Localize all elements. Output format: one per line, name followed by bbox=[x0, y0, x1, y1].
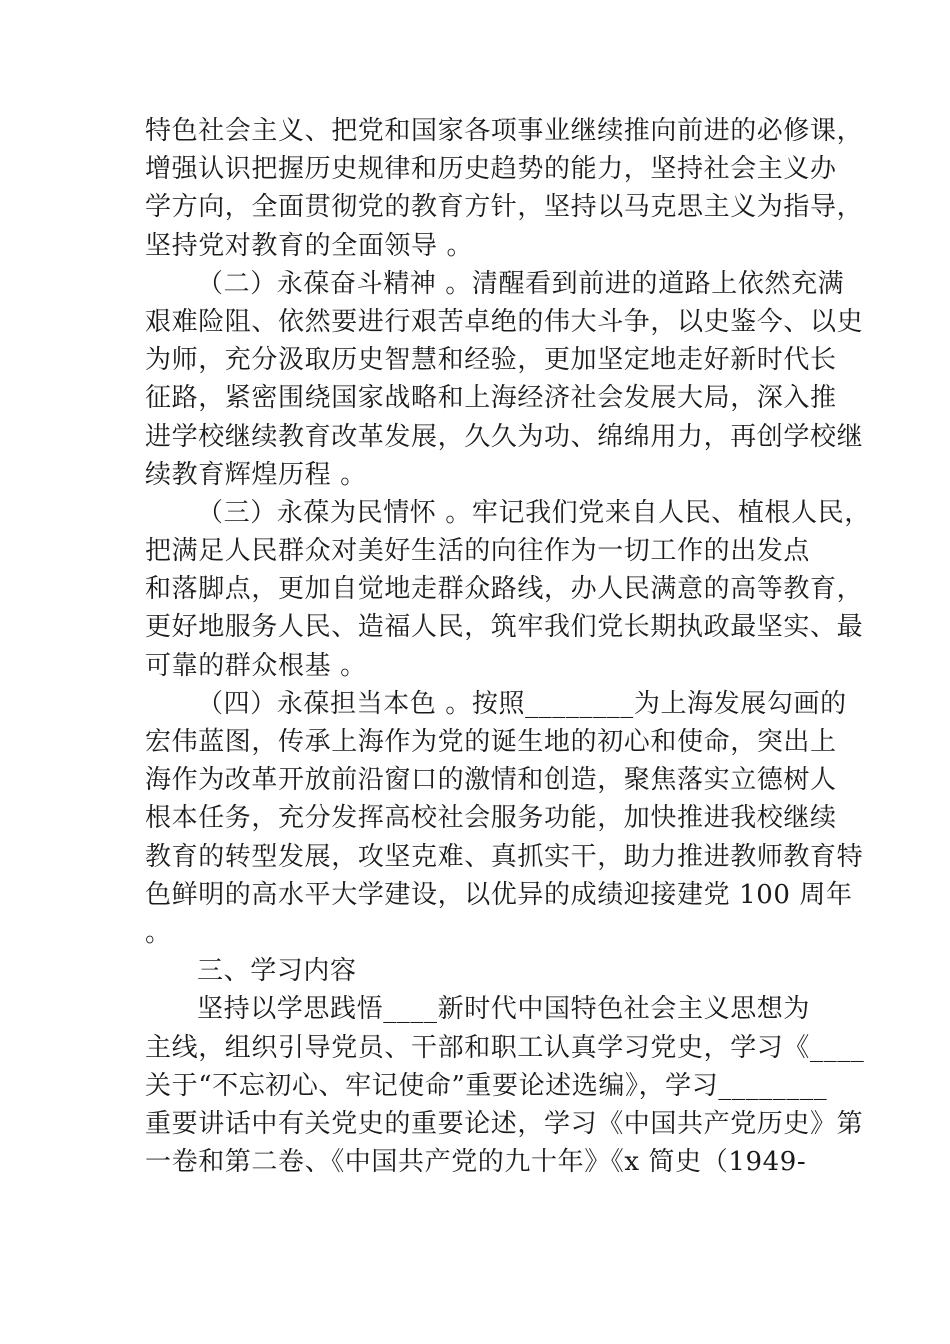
text-line: 续教育辉煌历程 。 bbox=[145, 459, 367, 490]
text-line: 重要讲话中有关党史的重要论述，学习《中国共产党历史》第 bbox=[145, 1108, 864, 1139]
text-line: 为师，充分汲取历史智慧和经验，更加坚定地走好新时代长 bbox=[145, 345, 837, 376]
text-line: 和落脚点，更加自觉地走群众路线，办人民满意的高等教育， bbox=[145, 574, 864, 605]
text-line: （四）永葆担当本色 。按照________为上海发展勾画的 bbox=[197, 688, 847, 719]
text-line: 海作为改革开放前沿窗口的激情和创造，聚焦落实立德树人 bbox=[145, 765, 837, 796]
paragraph-1 bbox=[145, 112, 864, 265]
heading-text: 三、学习内容 bbox=[197, 956, 357, 987]
text-line: （二）永葆奋斗精神 。清醒看到前进的道路上依然充满 bbox=[197, 268, 845, 299]
text-line: 关于“不忘初心、牢记使命”重要论述选编》，学习________ bbox=[145, 1070, 828, 1101]
text-line: 。 bbox=[145, 917, 172, 948]
text-line: 增强认识把握历史规律和历史趋势的能力，坚持社会主义办 bbox=[145, 154, 837, 185]
text-line: 征路，紧密围绕国家战略和上海经济社会发展大局，深入推 bbox=[145, 383, 837, 414]
text-line: 主线，组织引导党员、干部和职工认真学习党史，学习《____ bbox=[145, 1032, 865, 1063]
text-line: 进学校继续教育改革发展，久久为功、绵绵用力，再创学校继 bbox=[145, 421, 864, 452]
text-line: 艰难险阻、依然要进行艰苦卓绝的伟大斗争，以史鉴今、以史 bbox=[145, 306, 864, 337]
text-line: 可靠的群众根基 。 bbox=[145, 650, 367, 681]
paragraph-5 bbox=[145, 990, 865, 1181]
paragraph-2 bbox=[145, 265, 864, 494]
text-line: 宏伟蓝图，传承上海作为党的诞生地的初心和使命，突出上 bbox=[145, 727, 837, 757]
text-line: 坚持以学思践悟____新时代中国特色社会主义思想为 bbox=[197, 994, 811, 1025]
text-line: 学方向，全面贯彻党的教育方针，坚持以马克思主义为指导， bbox=[145, 192, 864, 223]
text-line: 根本任务，充分发挥高校社会服务功能，加快推进我校继续 bbox=[145, 803, 837, 834]
paragraph-3 bbox=[145, 494, 871, 685]
text-line: 教育的转型发展，攻坚克难、真抓实干，助力推进教师教育特 bbox=[145, 841, 864, 872]
text-line: 特色社会主义、把党和国家各项事业继续推向前进的必修课， bbox=[145, 116, 864, 146]
text-line: （三）永葆为民情怀 。牢记我们党来自人民、植根人民， bbox=[197, 497, 871, 528]
section-heading bbox=[145, 952, 807, 990]
text-line: 一卷和第二卷、《中国共产党的九十年》《x 简史（1949- bbox=[145, 1147, 807, 1178]
document-body bbox=[145, 112, 871, 1181]
text-line: 色鲜明的高水平大学建设，以优异的成绩迎接建党 100 周年 bbox=[145, 879, 853, 910]
text-line: 把满足人民群众对美好生活的向往作为一切工作的出发点 bbox=[145, 536, 811, 567]
paragraph-4 bbox=[145, 685, 864, 952]
text-line: 更好地服务人民、造福人民，筑牢我们党长期执政最坚实、最 bbox=[145, 612, 864, 643]
text-line: 坚持党对教育的全面领导 。 bbox=[145, 230, 474, 261]
